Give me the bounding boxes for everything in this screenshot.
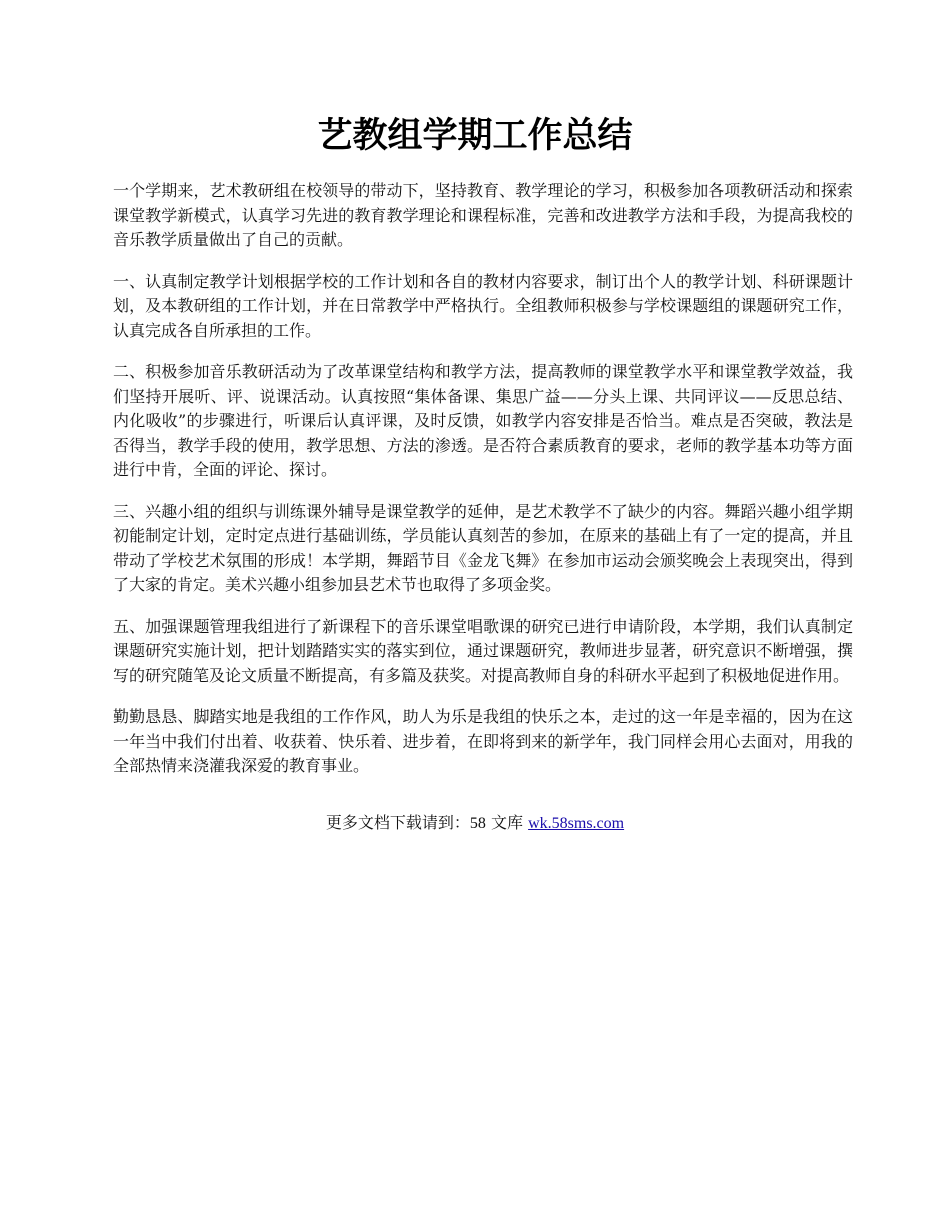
paragraph-section-2: 二、积极参加音乐教研活动为了改革课堂结构和教学方法，提高教师的课堂教学水平和课堂教学效益，我们坚持开展听、评、说课活动。认真按照“集体备课、集思广益——分头上课、共同评议——反思总结、内化吸收”的步骤进行，听课后认真评课，及时反馈，如教学内容安排是否恰当。难点是否突破，教法是否得当，教学手段的使用，教学思想、方法的渗透。是否符合素质教育的要求，老师的教学基本功等方面进行中肯，全面的评论、探讨。 [113, 362, 853, 479]
document-body [113, 179, 853, 796]
footer-suffix: 文库 [485, 813, 529, 832]
paragraph-section-1: 一、认真制定教学计划根据学校的工作计划和各自的教材内容要求，制订出个人的教学计划、科研课题计划，及本教研组的工作计划，并在日常教学中严格执行。全组教师积极参与学校课题组的课题研究工作，认真完成各自所承担的工作。 [113, 271, 853, 340]
download-footer [0, 811, 950, 836]
paragraph-intro: 一个学期来，艺术教研组在校领导的带动下，坚持教育、教学理论的学习，积极参加各项教研活动和探索课堂教学新模式，认真学习先进的教育教学理论和课程标准，完善和改进教学方法和手段，为提高我校的音乐教学质量做出了自己的贡献。 [113, 181, 853, 249]
download-site-link[interactable]: wk.58sms.com [528, 815, 625, 832]
paragraph-section-5: 五、加强课题管理我组进行了新课程下的音乐课堂唱歌课的研究已进行申请阶段，本学期，我们认真制定课题研究实施计划，把计划踏踏实实的落实到位，通过课题研究，教师进步显著，研究意识不断增强，撰写的研究随笔及论文质量不断提高，有多篇及获奖。对提高教师自身的科研水平起到了积极地促进作用。 [113, 616, 853, 685]
document-title: 艺教组学期工作总结 [317, 115, 633, 156]
footer-number: 58 [469, 815, 486, 832]
footer-prefix: 更多文档下载请到： [325, 813, 470, 832]
paragraph-section-3: 三、兴趣小组的组织与训练课外辅导是课堂教学的延伸，是艺术教学不了缺少的内容。舞蹈兴趣小组学期初能制定计划，定时定点进行基础训练，学员能认真刻苦的参加，在原来的基础上有了一定的提高，并且带动了学校艺术氛围的形成！本学期，舞蹈节目《金龙飞舞》在参加市运动会颁奖晚会上表现突出，得到了大家的肯定。美术兴趣小组参加县艺术节也取得了多项金奖。 [113, 501, 853, 594]
paragraph-closing: 勤勤恳恳、脚踏实地是我组的工作作风，助人为乐是我组的快乐之本，走过的这一年是幸福的，因为在这一年当中我们付出着、收获着、快乐着、进步着，在即将到来的新学年，我门同样会用心去面对，用我的全部热情来浇灌我深爱的教育事业。 [113, 707, 853, 775]
